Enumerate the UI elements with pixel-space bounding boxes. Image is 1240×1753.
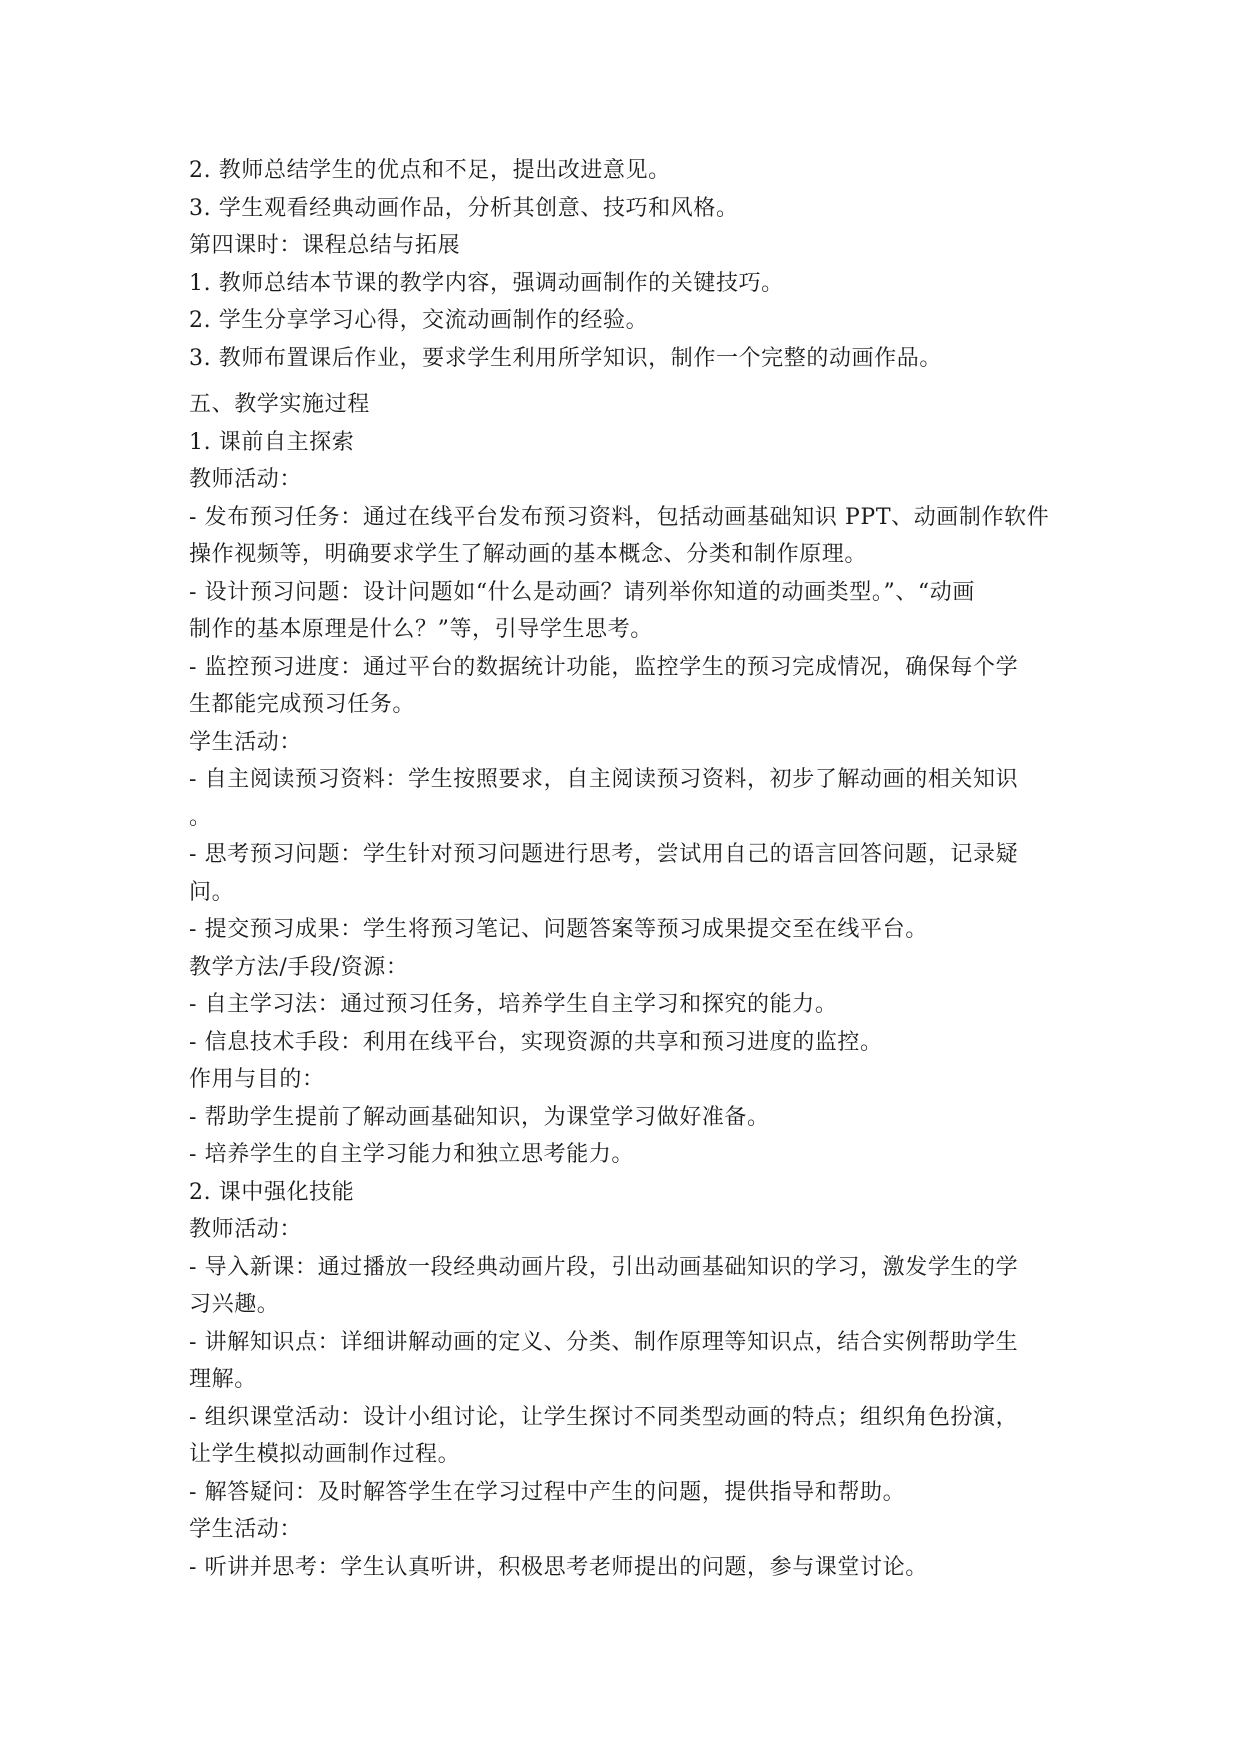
text-line: - 自主学习法：通过预习任务，培养学生自主学习和探究的能力。 xyxy=(189,992,838,1017)
text-line: 2. 教师总结学生的优点和不足，提出改进意见。 xyxy=(189,158,671,183)
text-line: 作用与目的： xyxy=(189,1067,325,1092)
text-line: - 发布预习任务：通过在线平台发布预习资料，包括动画基础知识 PPT、动画制作软件 xyxy=(189,504,1050,530)
text-line: 操作视频等，明确要求学生了解动画的基本概念、分类和制作原理。 xyxy=(189,542,868,567)
text-line: 教学方法/手段/资源： xyxy=(189,954,409,980)
text-line: 生都能完成预习任务。 xyxy=(189,692,416,717)
text-line: 学生活动： xyxy=(189,729,303,755)
text-line: 让学生模拟动画制作过程。 xyxy=(189,1442,461,1467)
section-heading: 第四课时：课程总结与拓展 xyxy=(189,233,461,258)
text-line: - 帮助学生提前了解动画基础知识，为课堂学习做好准备。 xyxy=(189,1104,770,1130)
text-line: 3. 教师布置课后作业，要求学生利用所学知识，制作一个完整的动画作品。 xyxy=(189,345,942,371)
text-line: - 设计预习问题：设计问题如“什么是动画？请列举你知道的动画类型。”、“动画 xyxy=(189,579,975,605)
text-line: 理解。 xyxy=(189,1367,257,1392)
text-line: 学生活动： xyxy=(189,1517,303,1542)
text-line: 教师活动： xyxy=(189,1217,303,1242)
text-line: - 提交预习成果：学生将预习笔记、问题答案等预习成果提交至在线平台。 xyxy=(189,917,928,942)
subsection-heading: 1. 课前自主探索 xyxy=(189,429,355,455)
text-line: - 自主阅读预习资料：学生按照要求，自主阅读预习资料，初步了解动画的相关知识 xyxy=(189,767,1019,792)
text-line: 问。 xyxy=(189,879,235,905)
text-line: - 监控预习进度：通过平台的数据统计功能，监控学生的预习完成情况，确保每个学 xyxy=(189,654,1019,680)
text-line: - 培养学生的自主学习能力和独立思考能力。 xyxy=(189,1142,635,1167)
text-line: 习兴趣。 xyxy=(189,1292,280,1317)
document-page xyxy=(189,152,1069,1586)
text-line: 1. 教师总结本节课的教学内容，强调动画制作的关键技巧。 xyxy=(189,270,784,296)
text-line: - 讲解知识点：详细讲解动画的定义、分类、制作原理等知识点，结合实例帮助学生 xyxy=(189,1329,1019,1355)
text-line: 制作的基本原理是什么？”等，引导学生思考。 xyxy=(189,617,653,642)
text-line: 教师活动： xyxy=(189,467,303,492)
text-line: 2. 学生分享学习心得，交流动画制作的经验。 xyxy=(189,308,649,333)
section-heading: 五、教学实施过程 xyxy=(189,392,370,417)
text-line: - 解答疑问：及时解答学生在学习过程中产生的问题，提供指导和帮助。 xyxy=(189,1479,906,1505)
text-line: 3. 学生观看经典动画作品，分析其创意、技巧和风格。 xyxy=(189,195,739,221)
text-line: - 思考预习问题：学生针对预习问题进行思考，尝试用自己的语言回答问题，记录疑 xyxy=(189,842,1019,867)
text-line: - 信息技术手段：利用在线平台，实现资源的共享和预习进度的监控。 xyxy=(189,1029,883,1055)
text-line: - 导入新课：通过播放一段经典动画片段，引出动画基础知识的学习，激发学生的学 xyxy=(189,1254,1019,1280)
text-line: 。 xyxy=(189,804,212,830)
text-line: - 听讲并思考：学生认真听讲，积极思考老师提出的问题，参与课堂讨论。 xyxy=(189,1554,928,1580)
subsection-heading: 2. 课中强化技能 xyxy=(189,1179,355,1205)
text-line: - 组织课堂活动：设计小组讨论，让学生探讨不同类型动画的特点；组织角色扮演， xyxy=(189,1404,1019,1430)
